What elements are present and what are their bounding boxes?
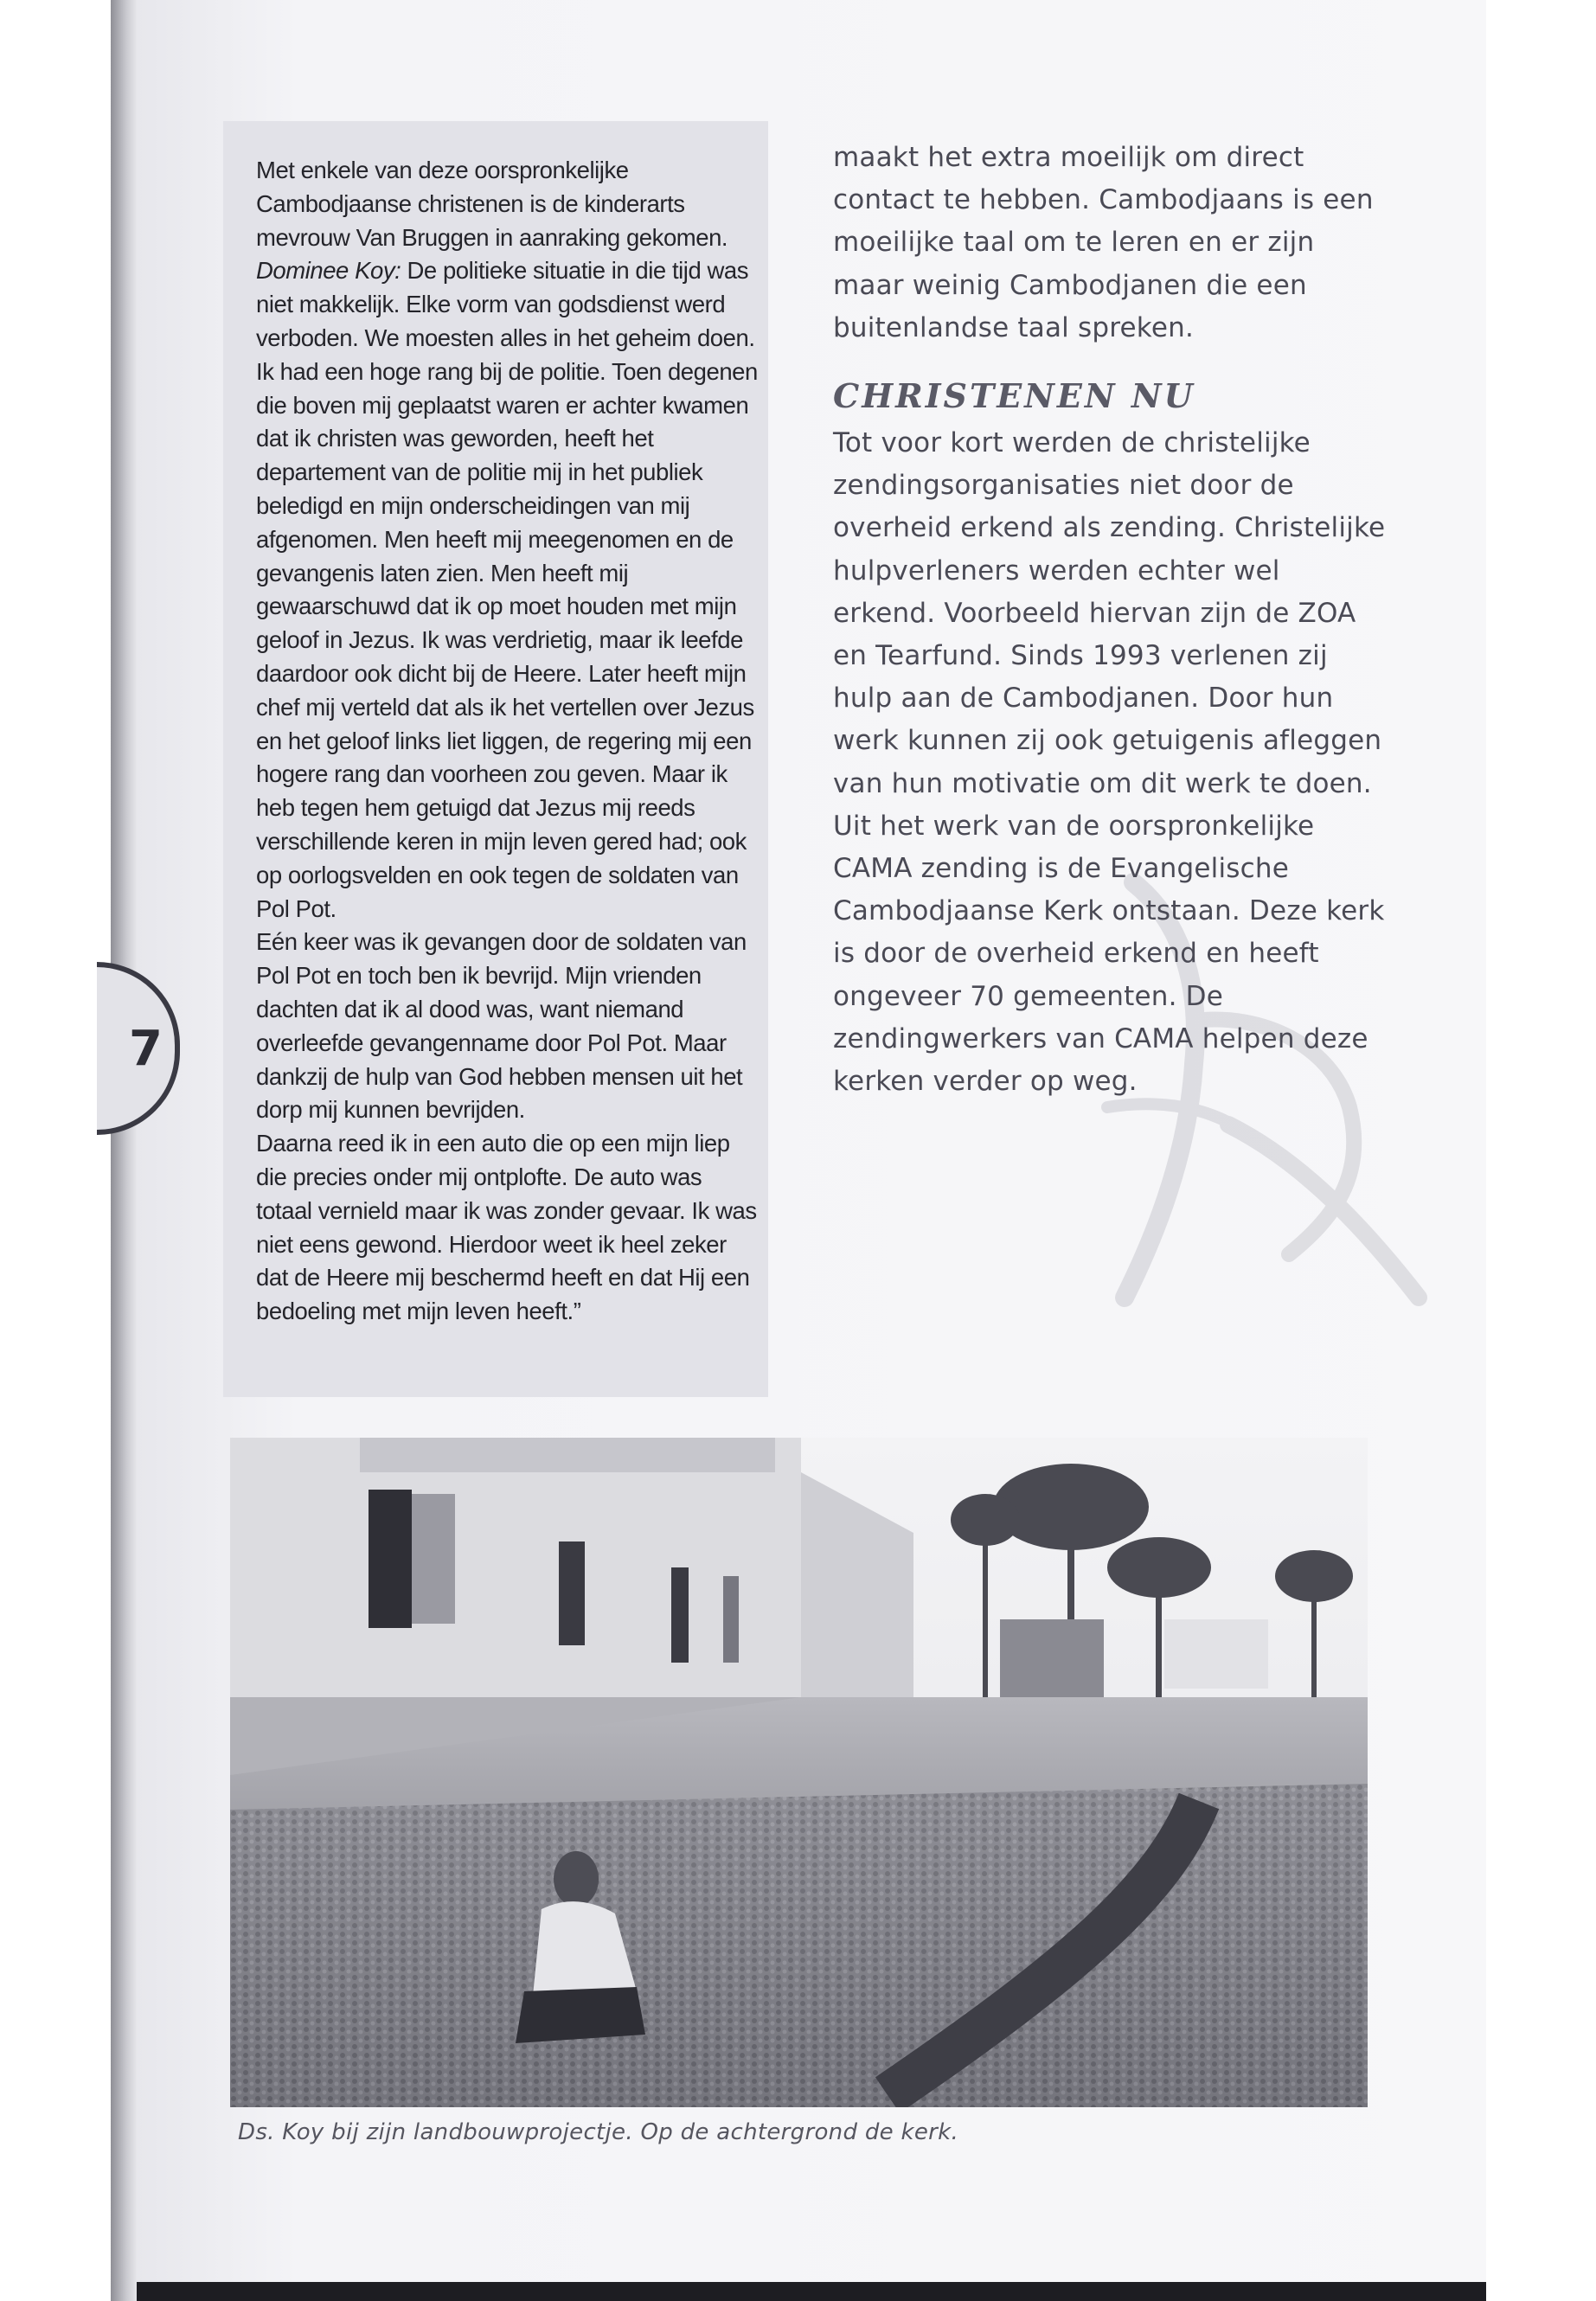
quote-paragraph: Dominee Koy: De politieke situatie in die tijd was niet makkelijk. Elke vorm van godsdienst werd verboden. We moesten alles in het geheim doen. <box>256 257 755 351</box>
scan-border-right <box>1486 0 1596 2301</box>
body-paragraph: Uit het werk van de oorspronkelijke CAMA zending is de Evangelische Cambodjaanse Kerk ontstaan. Deze kerk is door de overheid erkend en heeft ongeveer 70 gemeenten. De zendingwerkers van CAMA helpen deze kerken verder op weg. <box>833 810 1385 1098</box>
scan-border-left <box>0 0 111 2301</box>
page-number: 7 <box>129 1020 163 1077</box>
quote-paragraph: Met enkele van deze oorspronkelijke Cambodjaanse christenen is de kinderarts mevrouw Van Bruggen in aanraking gekomen. <box>256 157 728 251</box>
quote-paragraph: Daarna reed ik in een auto die op een mijn liep die precies onder mij ontplofte. De auto was totaal vernield maar ik was zonder gevaar. Ik was niet eens gewond. Hierdoor weet ik heel zeker dat de Heere mij beschermd heeft en dat Hij een bedoeling met mijn leven heeft.” <box>256 1130 757 1325</box>
speaker-name: Dominee Koy: <box>256 257 401 285</box>
right-column <box>833 137 1387 1103</box>
photo-caption: Ds. Koy bij zijn landbouwprojectje. Op de achtergrond de kerk. <box>238 2119 959 2145</box>
book-spine <box>111 0 137 2301</box>
scan-border-bottom <box>137 2282 1486 2301</box>
quote-paragraph: Ik had een hoge rang bij de politie. Toen degenen die boven mij geplaatst waren er achter kwamen dat ik christen was geworden, heeft het departement van de politie mij in het publiek beledigd en mijn onderscheidingen van mij afgenomen. Men heeft mij meegenomen en de gevangenis laten zien. Men heeft mij gewaarschuwd dat ik op moet houden met mijn geloof in Jezus. Ik was verdrietig, maar ik leefde daardoor ook dicht bij de Heere. Later heeft mijn chef mij verteld dat als ik het vertellen over Jezus en het geloof links liet liggen, de regering mij een hogere rang dan voorheen zou geven. Maar ik heb tegen hem getuigd dat Jezus mij reeds verschillende keren in mijn leven gered had; ook op oorlogsvelden en ook tegen de soldaten van Pol Pot. <box>256 357 758 922</box>
section-heading: CHRISTENEN NU <box>833 376 1195 416</box>
quote-text <box>256 154 758 1329</box>
church-farm-photo <box>230 1438 1368 2107</box>
quote-paragraph: Eén keer was ik gevangen door de soldaten van Pol Pot en toch ben ik bevrijd. Mijn vrienden dachten dat ik al dood was, want niemand overleefde gevangenname door Pol Pot. Maar dankzij de hulp van God hebben mensen uit het dorp mij kunnen bevrijden. <box>256 928 747 1124</box>
intro-paragraph: maakt het extra moeilijk om direct contact te hebben. Cambodjaans is een moeilijke taal om te leren en er zijn maar weinig Cambodjanen die een buitenlandse taal spreken. <box>833 142 1374 343</box>
photo-illustration <box>230 1438 1368 2107</box>
body-paragraph: Tot voor kort werden de christelijke zendingsorganisaties niet door de overheid erkend als zending. Christelijke hulpverleners werden echter wel erkend. Voorbeeld hiervan zijn de ZOA en Tearfund. Sinds 1993 verlenen zij hulp aan de Cambodjanen. Door hun werk kunnen zij ook getuigenis afleggen van hun motivatie om dit werk te doen. <box>833 427 1386 799</box>
